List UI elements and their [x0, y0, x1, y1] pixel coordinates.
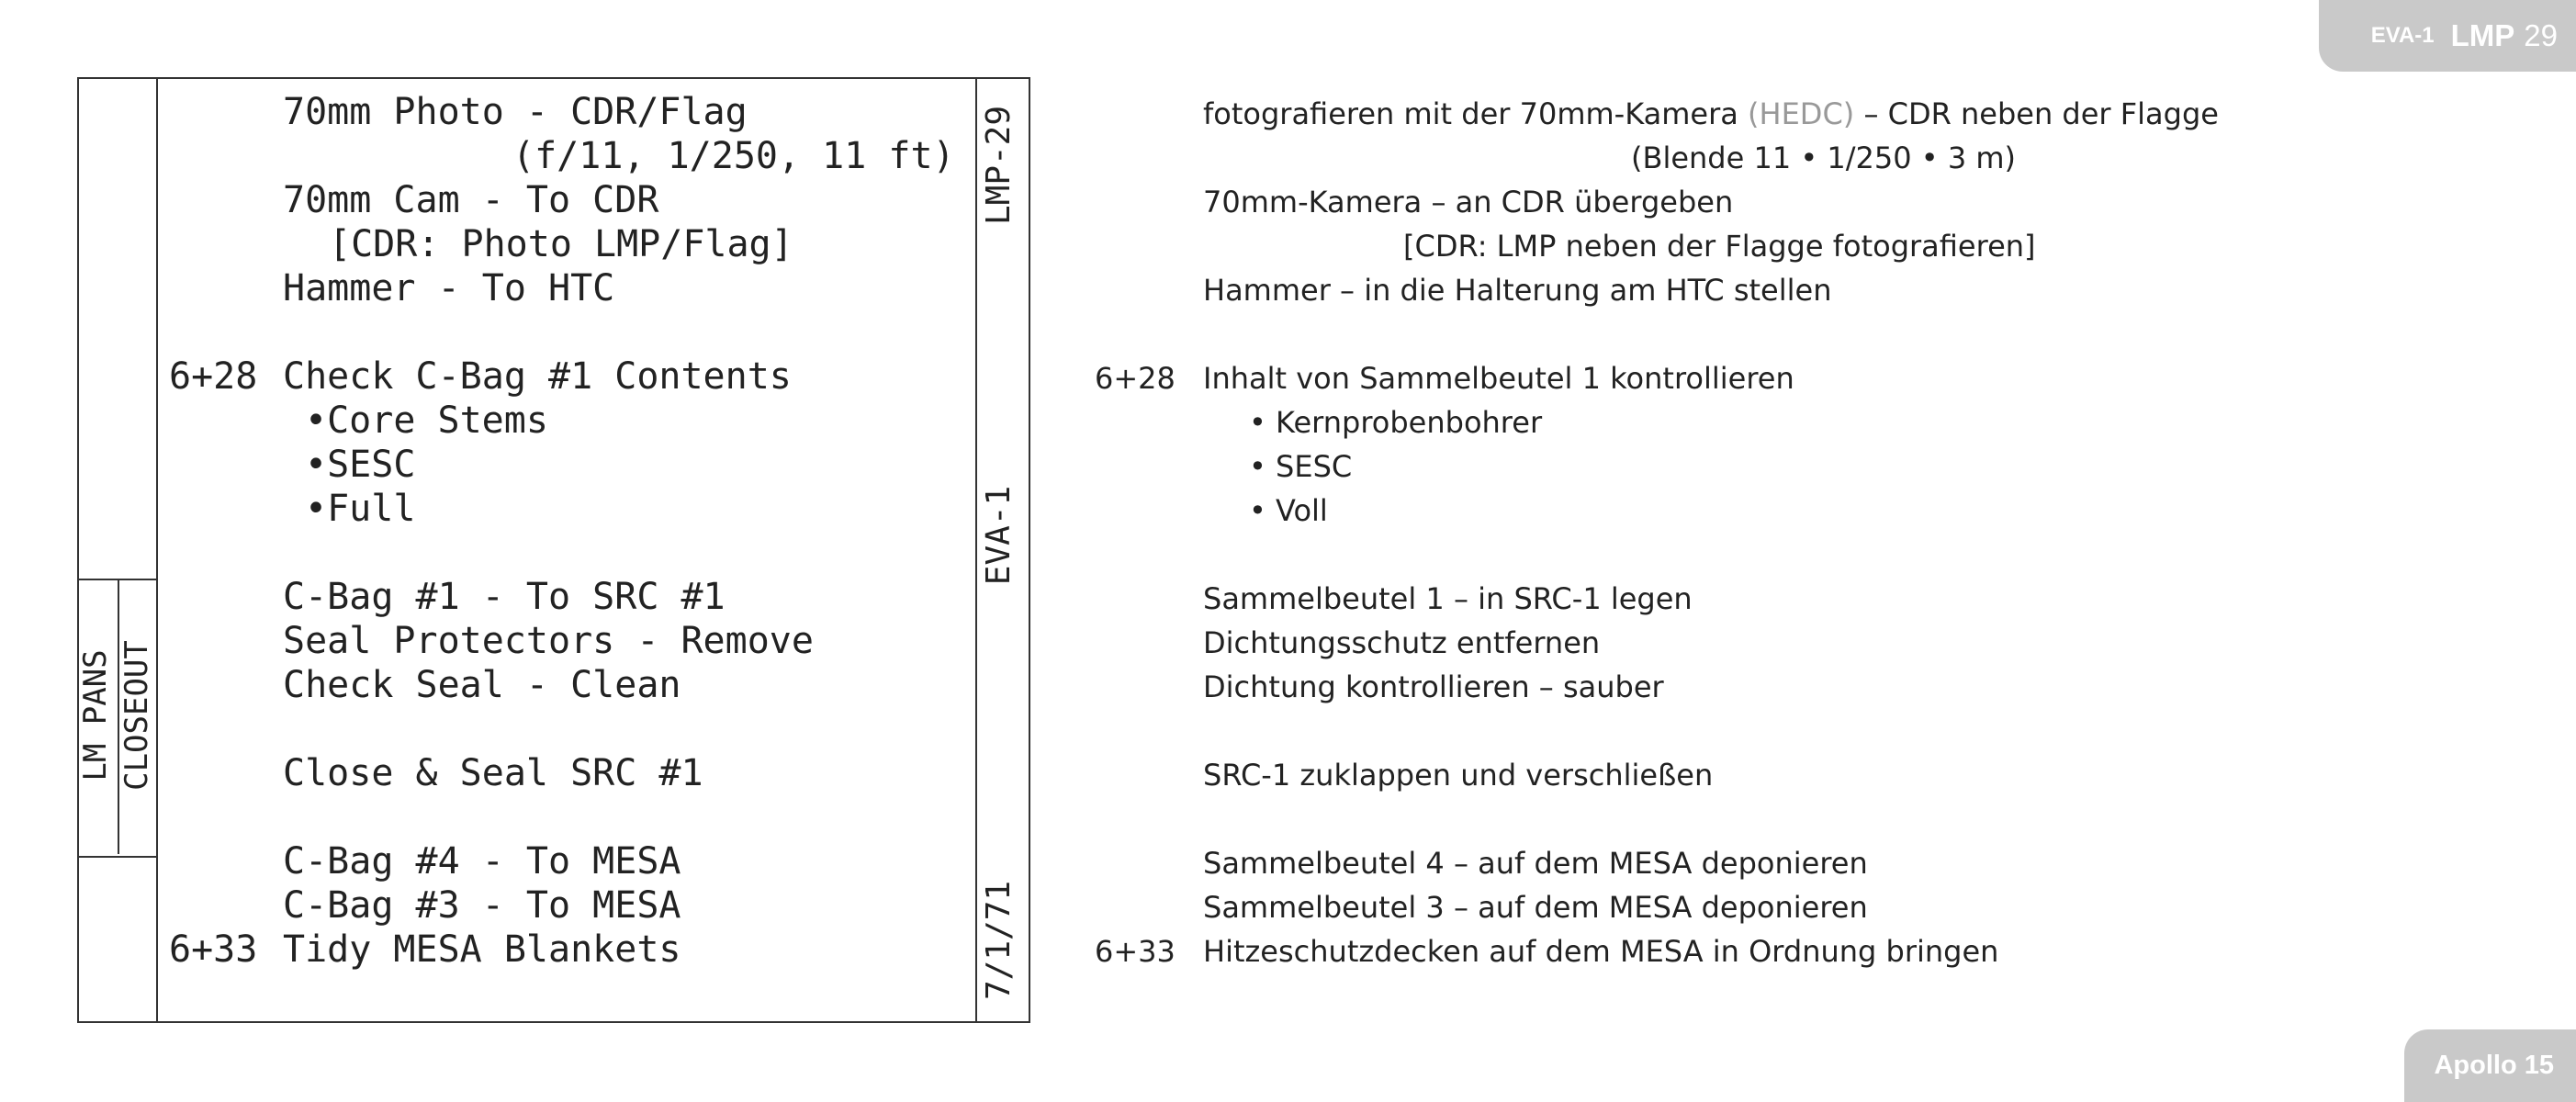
translation-line: 70mm-Kamera – an CDR übergeben [1203, 185, 1734, 219]
checklist-line: C-Bag #3 - To MESA [283, 884, 681, 927]
translation-line: Sammelbeutel 3 – auf dem MESA deponieren [1203, 890, 1868, 925]
translation-bullet: • Kernprobenbohrer [1249, 405, 1543, 440]
checklist-line: Seal Protectors - Remove [283, 620, 814, 662]
checklist-line: 70mm Photo - CDR/Flag [283, 91, 748, 133]
translation-text: – CDR neben der Flagge [1854, 96, 2219, 131]
translation-line: Dichtungsschutz entfernen [1203, 625, 1601, 660]
header-eva: EVA-1 [2370, 23, 2435, 48]
translation-line: [CDR: LMP neben der Flagge fotografieren] [1403, 229, 2036, 264]
header-role: LMP [2450, 18, 2515, 52]
page-header-tab [2319, 0, 2576, 72]
checklist-line: Close & Seal SRC #1 [283, 752, 703, 794]
checklist-line: Hammer - To HTC [283, 267, 615, 309]
mission-name: Apollo 15 [2434, 1051, 2554, 1080]
checklist-bullet: •Full [305, 488, 416, 530]
translation-line: Hammer – in die Halterung am HTC stellen [1203, 273, 1832, 308]
eva-label: EVA-1 [980, 485, 1018, 586]
translation-timestamp: 6+28 [1095, 361, 1176, 396]
right-column-divider [975, 79, 977, 1021]
checklist-bullet: •Core Stems [305, 399, 548, 442]
translation-text: fotografieren mit der 70mm-Kamera [1203, 96, 1749, 131]
checklist-timestamp: 6+28 [169, 355, 258, 398]
checklist-line: Check Seal - Clean [283, 664, 681, 706]
mission-footer-tab [2404, 1029, 2576, 1102]
lm-pans-label: LM PANS [77, 649, 114, 782]
checklist-line: Check C-Bag #1 Contents [283, 355, 792, 398]
checklist-line: C-Bag #1 - To SRC #1 [283, 576, 726, 618]
translation-timestamp: 6+33 [1095, 934, 1176, 969]
hedc-note: (HEDC) [1748, 96, 1855, 131]
left-column-divider [156, 79, 158, 1021]
header-page-number: 29 [2524, 18, 2558, 52]
checklist-card [77, 77, 1030, 1023]
translation-line: Inhalt von Sammelbeutel 1 kontrollieren [1203, 361, 1794, 396]
checklist-line: C-Bag #4 - To MESA [283, 840, 681, 883]
translation-line: Sammelbeutel 1 – in SRC-1 legen [1203, 581, 1693, 616]
translation-line: SRC-1 zuklappen und verschließen [1203, 758, 1714, 793]
checklist-line: Tidy MESA Blankets [283, 928, 681, 971]
translation-bullet: • SESC [1249, 449, 1353, 484]
translation-line: Hitzeschutzdecken auf dem MESA in Ordnung bringen [1203, 934, 1999, 969]
checklist-line: [CDR: Photo LMP/Flag] [329, 223, 793, 265]
checklist-line: (f/11, 1/250, 11 ft) [512, 135, 955, 177]
checklist-bullet: •SESC [305, 444, 416, 486]
checklist-timestamp: 6+33 [169, 928, 258, 971]
closeout-label: CLOSEOUT [118, 640, 155, 791]
translation-line: Sammelbeutel 4 – auf dem MESA deponieren [1203, 846, 1868, 881]
translation-line [1203, 92, 2219, 136]
translation-line: (Blende 11 • 1/250 • 3 m) [1631, 141, 2017, 175]
date-label: 7/1/71 [980, 880, 1018, 1001]
checklist-line: 70mm Cam - To CDR [283, 179, 659, 221]
translation-line: Dichtung kontrollieren – sauber [1203, 669, 1664, 704]
page-code-label: LMP-29 [980, 105, 1018, 226]
translation-bullet: • Voll [1249, 493, 1328, 528]
closeout-box-bottom [79, 856, 158, 858]
